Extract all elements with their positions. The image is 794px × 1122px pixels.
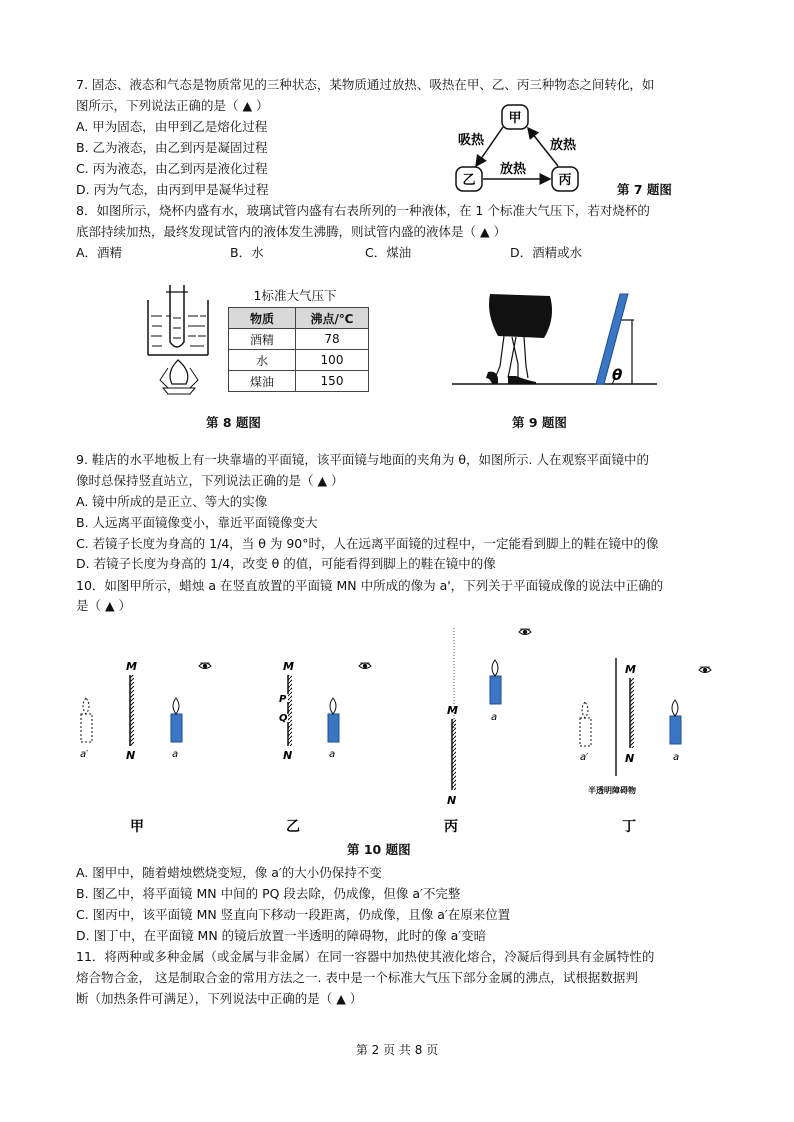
page-footer: 第 2 页 共 8 页 bbox=[355, 1043, 439, 1057]
shoe-mirror-figure bbox=[452, 288, 662, 390]
table-title: 1标准大气压下 bbox=[253, 288, 337, 303]
q9-option-b: B. 人远离平面镜像变小，靠近平面镜像变大 bbox=[76, 515, 318, 530]
q7-stem-line1: 7. 固态、液态和气态是物质常见的三种状态，某物质通过放热、吸热在甲、乙、丙三种物态之间转化，如 bbox=[76, 77, 655, 92]
table-cell: 78 bbox=[296, 329, 369, 350]
q10-four-panels bbox=[70, 618, 730, 835]
panel-bing-label-m: M bbox=[447, 704, 458, 717]
beaker-burner-figure bbox=[138, 280, 228, 395]
panel-ding-label-a-prime: a′ bbox=[580, 752, 589, 763]
q9-stem-line2: 像时总保持竖直站立，下列说法正确的是（ ▲ ） bbox=[76, 473, 344, 488]
q10-option-d: D. 图丁中，在平面镜 MN 的镜后放置一半透明的障碍物，此时的像 a′变暗 bbox=[76, 928, 487, 943]
state-yi-label: 乙 bbox=[462, 173, 476, 188]
panel-jia bbox=[80, 660, 211, 835]
barrier-label: 半透明障碍物 bbox=[588, 786, 636, 795]
label-absorb-heat: 吸热 bbox=[458, 133, 485, 148]
panel-yi-title: 乙 bbox=[286, 819, 300, 835]
table-row bbox=[229, 329, 369, 350]
q10-option-c: C. 图丙中，该平面镜 MN 竖直向下移动一段距离，仍成像，且像 a′在原来位置 bbox=[76, 907, 511, 922]
table-cell: 酒精 bbox=[229, 329, 296, 350]
panel-yi bbox=[279, 660, 371, 835]
panel-ding-label-m: M bbox=[625, 663, 636, 676]
angle-theta-label: θ bbox=[612, 366, 623, 384]
table-cell: 150 bbox=[296, 371, 369, 392]
q10-stem-line2: 是（ ▲ ） bbox=[76, 598, 132, 613]
q11-stem-line2: 熔合物合金， 这是制取合金的常用方法之一. 表中是一个标准大气压下部分金属的沸点，试根据数据判 bbox=[76, 970, 638, 985]
table-header-boiling-point: 沸点/℃ bbox=[296, 308, 369, 329]
q8-option-d: D．酒精或水 bbox=[510, 245, 583, 260]
q11-stem-line3: 断（加热条件可满足），下列说法中正确的是（ ▲ ） bbox=[76, 991, 363, 1006]
panel-yi-label-m: M bbox=[283, 660, 294, 673]
table-cell: 水 bbox=[229, 350, 296, 371]
q8-option-c: C．煤油 bbox=[365, 245, 412, 260]
q8-option-b: B．水 bbox=[230, 245, 264, 260]
q9-option-c: C. 若镜子长度为身高的 1/4，当 θ 为 90°时，人在远离平面镜的过程中，一定能看到脚上的鞋在镜中的像 bbox=[76, 536, 659, 551]
panel-jia-label-m: M bbox=[126, 660, 137, 673]
boiling-point-table-wrap bbox=[228, 286, 369, 392]
q8-caption: 第 8 题图 bbox=[206, 415, 261, 430]
q10-option-a: A. 图甲中，随着蜡烛燃烧变短，像 a′的大小仍保持不变 bbox=[76, 865, 382, 880]
q7-option-d: D. 丙为气态，由丙到甲是凝华过程 bbox=[76, 182, 269, 197]
table-row bbox=[229, 371, 369, 392]
table-row bbox=[229, 350, 369, 371]
panel-jia-label-n: N bbox=[126, 749, 136, 762]
state-jia-label: 甲 bbox=[508, 111, 522, 126]
panel-ding bbox=[580, 658, 711, 835]
state-bing-label: 丙 bbox=[558, 173, 572, 188]
q9-stem-line1: 9. 鞋店的水平地板上有一块靠墙的平面镜，该平面镜与地面的夹角为 θ，如图所示. 人在观察平面镜中的 bbox=[76, 452, 649, 467]
panel-jia-label-a-prime: a′ bbox=[80, 749, 89, 760]
q7-caption: 第 7 题图 bbox=[617, 182, 672, 197]
table-cell: 100 bbox=[296, 350, 369, 371]
panel-ding-label-a: a bbox=[673, 752, 680, 763]
q10-stem-line1: 10．如图甲所示，蜡烛 a 在竖直放置的平面镜 MN 中所成的像为 a'，下列关于平面镜成像的说法中正确的 bbox=[76, 578, 664, 593]
q7-stem-line2: 图所示，下列说法正确的是（ ▲ ） bbox=[76, 98, 269, 113]
panel-yi-label-q: Q bbox=[279, 713, 288, 724]
q11-stem-line1: 11．将两种或多种金属（或金属与非金属）在同一容器中加热使其液化熔合，冷凝后得到具有金属特性的 bbox=[76, 949, 655, 964]
q10-caption: 第 10 题图 bbox=[347, 842, 411, 857]
panel-yi-label-n: N bbox=[283, 749, 293, 762]
q9-option-a: A. 镜中所成的是正立、等大的实像 bbox=[76, 494, 268, 509]
panel-ding-label-n: N bbox=[625, 752, 635, 765]
q7-option-b: B. 乙为液态，由乙到丙是凝固过程 bbox=[76, 140, 268, 155]
q9-caption: 第 9 题图 bbox=[512, 415, 567, 430]
q8-stem-line2: 底部持续加热，最终发现试管内的液体发生沸腾，则试管内盛的液体是（ ▲ ） bbox=[76, 224, 507, 239]
q7-option-a: A. 甲为固态，由甲到乙是熔化过程 bbox=[76, 119, 268, 134]
panel-bing-label-a: a bbox=[491, 712, 498, 723]
panel-bing-label-n: N bbox=[447, 794, 457, 807]
panel-yi-label-p: P bbox=[279, 694, 287, 705]
boiling-point-table bbox=[228, 307, 369, 392]
panel-yi-label-a: a bbox=[329, 749, 336, 760]
q10-option-b: B. 图乙中，将平面镜 MN 中间的 PQ 段去除，仍成像，但像 a′不完整 bbox=[76, 886, 461, 901]
panel-jia-title: 甲 bbox=[130, 819, 144, 835]
table-header-substance: 物质 bbox=[229, 308, 296, 329]
q7-option-c: C. 丙为液态，由乙到丙是液化过程 bbox=[76, 161, 268, 176]
skirt-shape bbox=[489, 294, 552, 338]
panel-jia-label-a: a bbox=[172, 749, 179, 760]
label-release-heat-right: 放热 bbox=[550, 138, 577, 153]
table-cell: 煤油 bbox=[229, 371, 296, 392]
table-header-row bbox=[229, 308, 369, 329]
q8-stem-line1: 8．如图所示，烧杯内盛有水，玻璃试管内盛有右表所列的一种液体，在 1 个标准大气压下，若对烧杯的 bbox=[76, 203, 650, 218]
panel-ding-title: 丁 bbox=[622, 819, 636, 835]
q9-option-d: D. 若镜子长度为身高的 1/4，改变 θ 的值，可能看得到脚上的鞋在镜中的像 bbox=[76, 556, 496, 571]
panel-bing-title: 丙 bbox=[444, 819, 458, 835]
label-release-heat-bottom: 放热 bbox=[500, 162, 527, 177]
q8-option-a: A．酒精 bbox=[76, 245, 123, 260]
panel-bing bbox=[444, 628, 531, 835]
